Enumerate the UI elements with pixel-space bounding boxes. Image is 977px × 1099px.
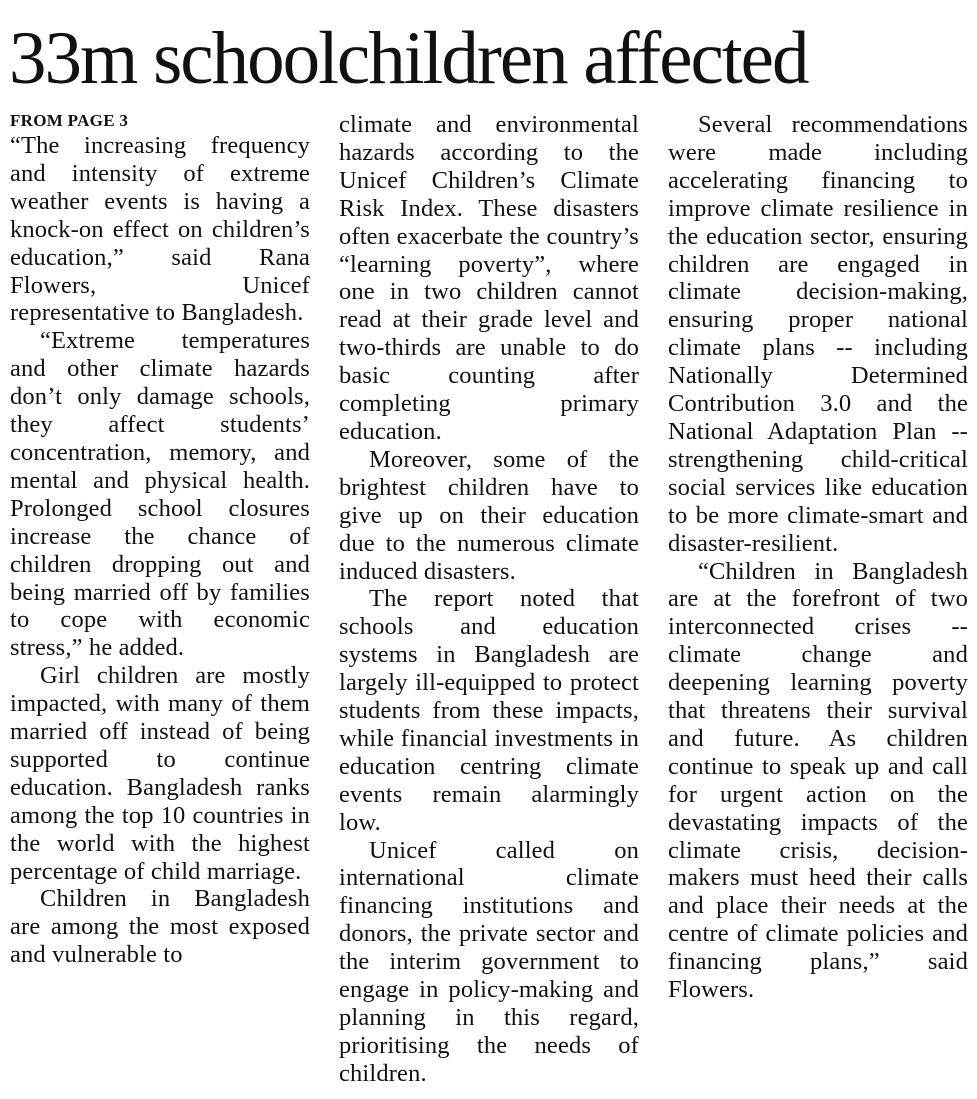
paragraph: Several recommendations were made including accelerating financing to improve climate resilience in the education sector, ensuring children are engaged in climate decision-making, ensuring proper national climate plans -- including Nationally Determined Contribution 3.0 and the National Adaptation Plan -- strengthening child-critical social services like education to be more climate-smart and disaster-resilient. <box>668 111 968 557</box>
text-column-2 <box>339 111 639 1088</box>
text-column-3 <box>668 111 968 1004</box>
paragraph: Girl children are mostly impacted, with many of them married off instead of being supported to continue education. Bangladesh ranks among the top 10 countries in the world with the highest percentage of child marriage. <box>10 662 310 885</box>
paragraph: “Extreme temperatures and other climate hazards don’t only damage schools, they affect students’ concentration, memory, and mental and physical health. Prolonged school closures increase the chance of children dropping out and being married off by families to cope with economic stress,” he added. <box>10 327 310 662</box>
continuation-kicker: FROM PAGE 3 <box>10 111 129 130</box>
paragraph: Moreover, some of the brightest children have to give up on their education due to the numerous climate induced disasters. <box>339 445 639 585</box>
text-column-1 <box>10 110 310 969</box>
paragraph: “The increasing frequency and intensity of extreme weather events is having a knock-on effect on children’s education,” said Rana Flowers, Unicef representative to Bangladesh. <box>10 132 310 327</box>
paragraph: Children in Bangladesh are among the most exposed and vulnerable to <box>10 885 310 969</box>
paragraph: “Children in Bangladesh are at the forefront of two interconnected crises -- climate change and deepening learning poverty that threatens their survival and future. As children continue to speak up and call for urgent action on the devastating impacts of the climate crisis, decision-makers must heed their calls and place their needs at the centre of climate policies and financing plans,” said Flowers. <box>668 557 968 1004</box>
paragraph: The report noted that schools and education systems in Bangladesh are largely ill-equipped to protect students from these impacts, while financial investments in education centring climate events remain alarmingly low. <box>339 585 639 836</box>
headline: 33m schoolchildren affected <box>9 17 808 100</box>
paragraph: Unicef called on international climate financing institutions and donors, the private sector and the interim government to engage in policy-making and planning in this regard, prioritising the needs of children. <box>339 836 639 1087</box>
paragraph: climate and environmental hazards according to the Unicef Children’s Climate Risk Index. These disasters often exacerbate the country’s “learning poverty”, where one in two children cannot read at their grade level and two-thirds are unable to do basic counting after completing primary education. <box>339 111 639 445</box>
